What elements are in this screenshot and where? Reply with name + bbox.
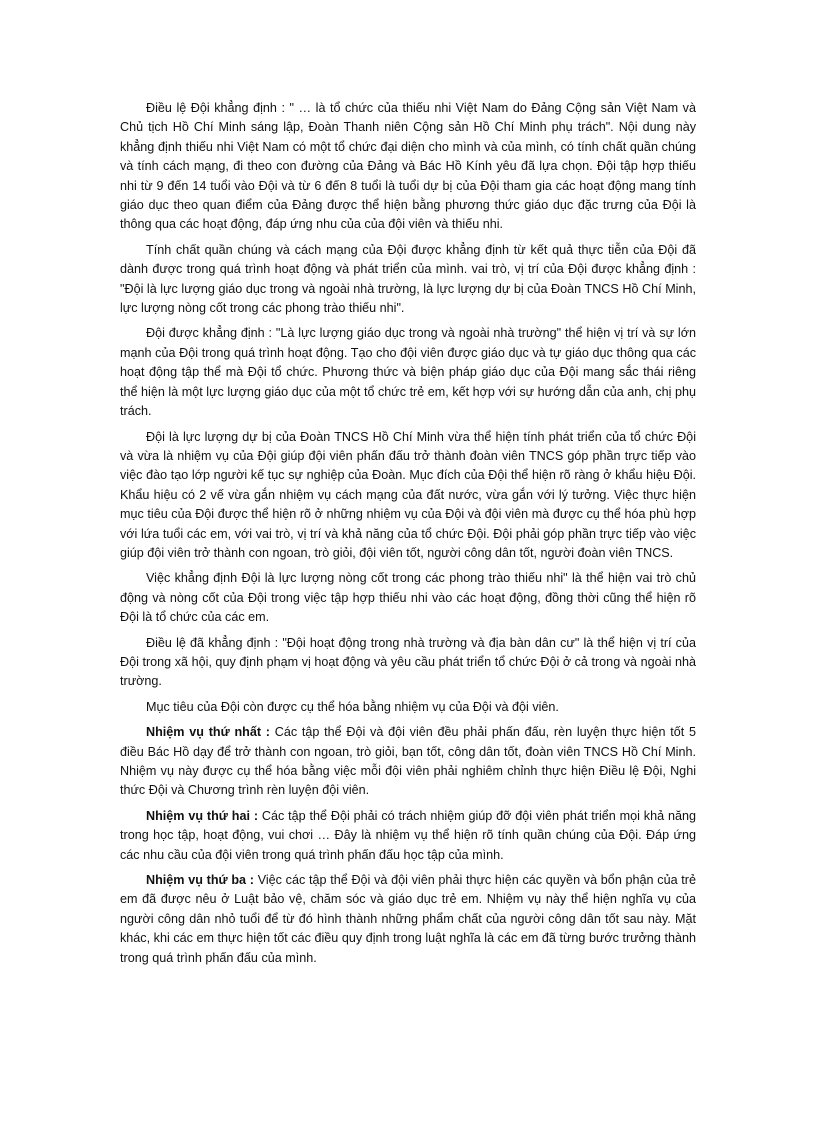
paragraph-text: Đội là lực lượng dự bị của Đoàn TNCS Hồ Chí Minh vừa thể hiện tính phát triển của tổ chức Đội và vừa là nhiệm vụ của Đội giúp đội viên phấn đấu trở thành đoàn viên TNCS góp phần trực tiếp vào việc đào tạo lớp người kế tục sự nghiệp của Đoàn. Mục đích của Đội thể hiện rõ ràng ở khẩu hiệu Đội. Khẩu hiệu có 2 vế vừa gắn nhiệm vụ cách mạng của đất nước, vừa gắn với lý tưởng. Việc thực hiện mục tiêu của Đội được thể hiện rõ ở những nhiệm vụ của Đội và đội viên mà được cụ thể hóa phù hợp với lứa tuổi các em, với vai trò, vị trí và khả năng của tổ chức Đội. Đội phải góp phần trực tiếp vào việc giúp đội viên trở thành con ngoan, trò giỏi, đội viên tốt, người công dân tốt, người đoàn viên TNCS. — [120, 429, 696, 560]
task-2-heading: Nhiệm vụ thứ hai : — [146, 808, 259, 823]
paragraph-7 — [120, 698, 696, 717]
task-1-heading: Nhiệm vụ thứ nhất : — [146, 725, 270, 740]
paragraph-text: Các tập thể Đội phải có trách nhiệm giúp đỡ đội viên phát triển mọi khả năng trong học tập, hoạt động, vui chơi … Đây là nhiệm vụ thể hiện rõ tính quần chúng của Đội. Đáp ứng các nhu cầu của đội viên trong quá trình phấn đấu học tập của mình. — [120, 808, 696, 862]
paragraph-text: Việc khẳng định Đội là lực lượng nòng cốt trong các phong trào thiếu nhi" là thể hiện vai trò chủ động và nòng cốt của Đội trong việc tập hợp thiếu nhi vào các hoạt động, đồng thời cũng thể hiện rõ Đội là tổ chức của các em. — [120, 571, 696, 625]
paragraph-text: Các tập thể Đội và đội viên đều phải phấn đấu, rèn luyện thực hiện tốt 5 điều Bác Hồ dạy để trở thành con ngoan, trò giỏi, bạn tốt, công dân tốt, đoàn viên TNCS Hồ Chí Minh. Nhiệm vụ này được cụ thể hóa bằng việc mỗi đội viên phải nghiêm chỉnh thực hiện Điều lệ Đội, Nghi thức Đội và Chương trình rèn luyện đội viên. — [120, 725, 696, 798]
paragraph-text: Điều lệ đã khẳng định : "Đội hoạt động trong nhà trường và địa bàn dân cư" là thể hiện vị trí của Đội trong xã hội, quy định phạm vị hoạt động và yêu cầu phát triển tổ chức Đội ở cả trong và ngoài nhà trường. — [120, 635, 696, 689]
document-page — [120, 99, 696, 974]
paragraph-text: Điều lệ Đội khẳng định : " … là tổ chức của thiếu nhi Việt Nam do Đảng Cộng sản Việt Nam và Chủ tịch Hồ Chí Minh sáng lập, Đoàn Thanh niên Cộng sản Hồ Chí Minh phụ trách". Nội dung này khẳng định thiếu nhi Việt Nam có một tổ chức đại diện cho mình và của mình, có tính chất quần chúng và tính cách mạng, đi theo con đường của Đảng và Bác Hồ Kính yêu đã lựa chọn. Đội tập hợp thiếu nhi từ 9 đến 14 tuổi vào Đội và từ 6 đến 8 tuổi là tuổi dự bị của Đội tham gia các hoạt động mang tính giáo dục theo quan điểm của Đảng được thể hiện bằng phương thức giáo dục đặc trưng của Đội là thông qua các hoạt động, đáp ứng nhu của của đội viên và thiếu nhi. — [120, 101, 696, 232]
paragraph-text: Việc các tập thể Đội và đội viên phải thực hiện các quyền và bổn phận của trẻ em đã được nêu ở Luật bảo vệ, chăm sóc và giáo dục trẻ em. Nhiệm vụ này thể hiện nghĩa vụ của người công dân nhỏ tuổi để từ đó hình thành những phẩm chất của người công dân tốt sau này. Mặt khác, khi các em thực hiện tốt các điều quy định trong luật nghĩa là các em đã từng bước trưởng thành trong quá trình phấn đấu của mình. — [120, 873, 696, 965]
paragraph-3 — [120, 324, 696, 421]
paragraph-9 — [120, 807, 696, 865]
paragraph-1 — [120, 99, 696, 235]
paragraph-text: Đội được khẳng định : "Là lực lượng giáo dục trong và ngoài nhà trường" thể hiện vị trí và sự lớn mạnh của Đội trong quá trình hoạt động. Tạo cho đội viên được giáo dục và tự giáo dục thông qua các hoạt động tập thể mà Đội tổ chức. Phương thức và biện pháp giáo dục của Đội mang sắc thái riêng thể hiện là một lực lượng giáo dục của một tổ chức trẻ em, kết hợp với sự hướng dẫn của anh, chị phụ trách. — [120, 326, 696, 419]
paragraph-10 — [120, 871, 696, 968]
paragraph-text: Mục tiêu của Đội còn được cụ thể hóa bằng nhiệm vụ của Đội và đội viên. — [146, 699, 559, 714]
paragraph-4 — [120, 428, 696, 564]
paragraph-2 — [120, 241, 696, 319]
task-3-heading: Nhiệm vụ thứ ba : — [146, 873, 254, 888]
paragraph-text: Tính chất quần chúng và cách mạng của Đội được khẳng định từ kết quả thực tiễn của Đội đã dành được trong quá trình hoạt động và phát triển của mình. vai trò, vị trí của Đội được khẳng định : "Đội là lực lượng giáo dục trong và ngoài nhà trường, là lực lượng dự bị của Đoàn TNCS Hồ Chí Minh, lực lượng nòng cốt trong các phong trào thiếu nhi". — [120, 242, 696, 316]
paragraph-8 — [120, 723, 696, 801]
paragraph-5 — [120, 569, 696, 627]
paragraph-6 — [120, 634, 696, 692]
